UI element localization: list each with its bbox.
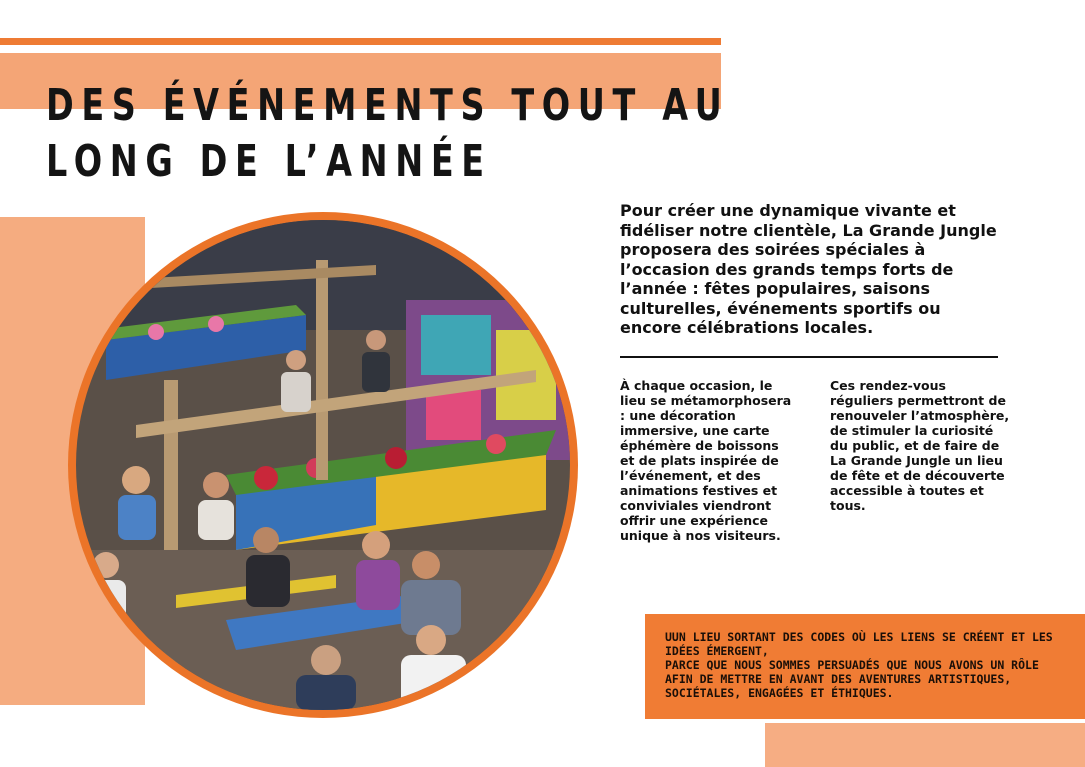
event-photo xyxy=(76,220,570,710)
quote-text xyxy=(665,630,1060,700)
bottom-peach-band xyxy=(765,723,1085,767)
page-title-line-1: DES ÉVÉNEMENTS TOUT AU xyxy=(46,80,730,131)
quote-box xyxy=(645,614,1085,719)
terrace-crowd-illustration xyxy=(76,220,570,710)
body-column-right: Ces rendez-vous réguliers permettront de renouveler l’atmosphère, de stimuler la curiosité du public, et de faire de La Grande Jungle un lieu de fête et de découverte accessible à toutes et tous. xyxy=(830,378,1010,513)
body-column-left: À chaque occasion, le lieu se métamorphosera : une décoration immersive, une carte éphémère de boissons et de plats inspirée de l’événement, et des animations festives et conviviales viendront offrir une expérience unique à nos visiteurs. xyxy=(620,378,792,543)
page-title-line-2: LONG DE L’ANNÉE xyxy=(46,136,492,187)
section-divider xyxy=(620,356,998,358)
top-accent-line xyxy=(0,38,721,45)
event-photo-frame xyxy=(68,212,578,718)
intro-paragraph: Pour créer une dynamique vivante et fidéliser notre clientèle, La Grande Jungle proposera des soirées spéciales à l’occasion des grands temps forts de l’année : fêtes populaires, saisons culturelles, événements sportifs ou encore célébrations locales. xyxy=(620,201,997,337)
quote-line-1: UUN LIEU SORTANT DES CODES OÙ LES LIENS SE CRÉENT ET LES IDÉES ÉMERGENT, xyxy=(665,630,1053,658)
page-title xyxy=(46,78,729,190)
quote-line-2: PARCE QUE NOUS SOMMES PERSUADÉS QUE NOUS AVONS UN RÔLE AFIN DE METTRE EN AVANT DES AVENTURES ARTISTIQUES, SOCIÉTALES, ENGAGÉES ET ÉTHIQUES. xyxy=(665,658,1039,700)
